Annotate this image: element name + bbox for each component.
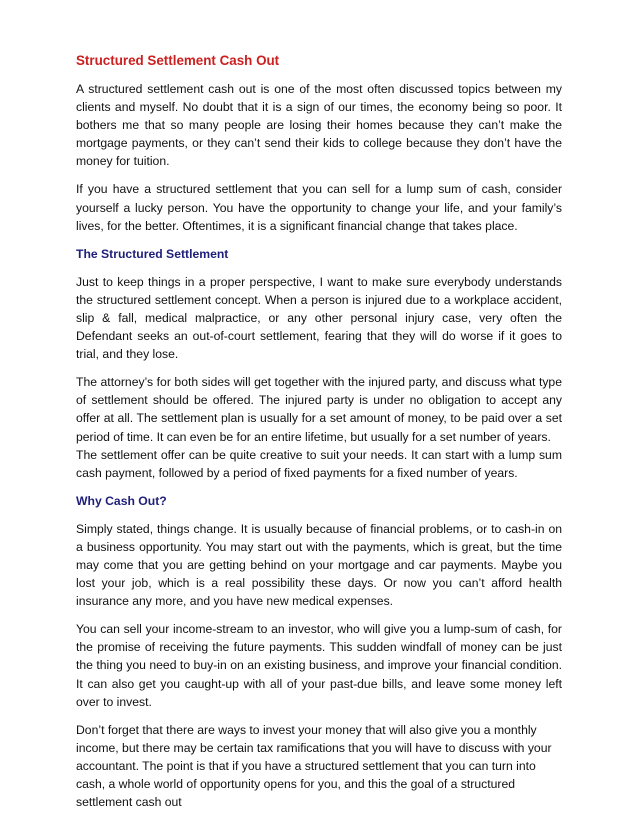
section1-paragraph-2: The attorney’s for both sides will get together with the injured party, and discuss what type of settlement should be offered. The injured party is under no obligation to accept any offer at all. The settlement plan is usually for a set amount of money, to be paid over a set period of time. It can even be for an entire lifetime, but usually for a set number of years.	[76, 375, 562, 444]
section2-paragraph-2: You can sell your income-stream to an investor, who will give you a lump-sum of cash, for the promise of receiving the future payments. This sudden windfall of money can be just the thing you need to buy-in on an existing business, and improve your financial condition. It can also get you caught-up with all of your past-due bills, and leave some money left over to invest.	[76, 622, 562, 709]
intro-paragraph-1: A structured settlement cash out is one of the most often discussed topics between my clients and myself. No doubt that it is a sign of our times, the economy being so poor. It bothers me that so many people are losing their homes because they can’t make the mortgage payments, or they can’t send their kids to college because they don’t have the money for tuition.	[76, 82, 562, 169]
section1-paragraph-1: Just to keep things in a proper perspective, I want to make sure everybody understands the structured settlement concept. When a person is injured due to a workplace accident, slip & fall, medical malpractice, or any other personal injury case, very often the Defendant seeks an out-of-court settlement, fearing that they will do worse if it goes to trial, and they lose.	[76, 274, 562, 362]
section2-paragraph-1: Simply stated, things change. It is usually because of financial problems, or to cash-in on a business opportunity. You may start out with the payments, which is great, but the time may come that you are getting behind on your mortgage and car payments. Maybe you lost your job, which is a real possibility these days. Or now you can’t afford health insurance any more, and you have new medical expenses.	[76, 521, 562, 609]
intro-paragraph-2: If you have a structured settlement that you can sell for a lump sum of cash, consider yourself a lucky person. You have the opportunity to change your life, and your family’s lives, for the better. Oftentimes, it is a significant financial change that takes place.	[76, 182, 562, 233]
document-body	[76, 52, 562, 821]
section-heading-why-cash-out: Why Cash Out?	[76, 493, 167, 508]
section1-paragraph-3: The settlement offer can be quite creative to suit your needs. It can start with a lump sum cash payment, followed by a period of fixed payments for a fixed number of years.	[76, 447, 562, 480]
section2-paragraph-3: Don’t forget that there are ways to invest your money that will also give you a monthly income, but there may be certain tax ramifications that you will have to discuss with your accountant. The point is that if you have a structured settlement that you can turn into cash, a whole world of opportunity opens for you, and this the goal of a structured settlement cash out	[76, 722, 552, 810]
section-heading-structured-settlement: The Structured Settlement	[76, 246, 229, 261]
document-title: Structured Settlement Cash Out	[76, 53, 280, 68]
